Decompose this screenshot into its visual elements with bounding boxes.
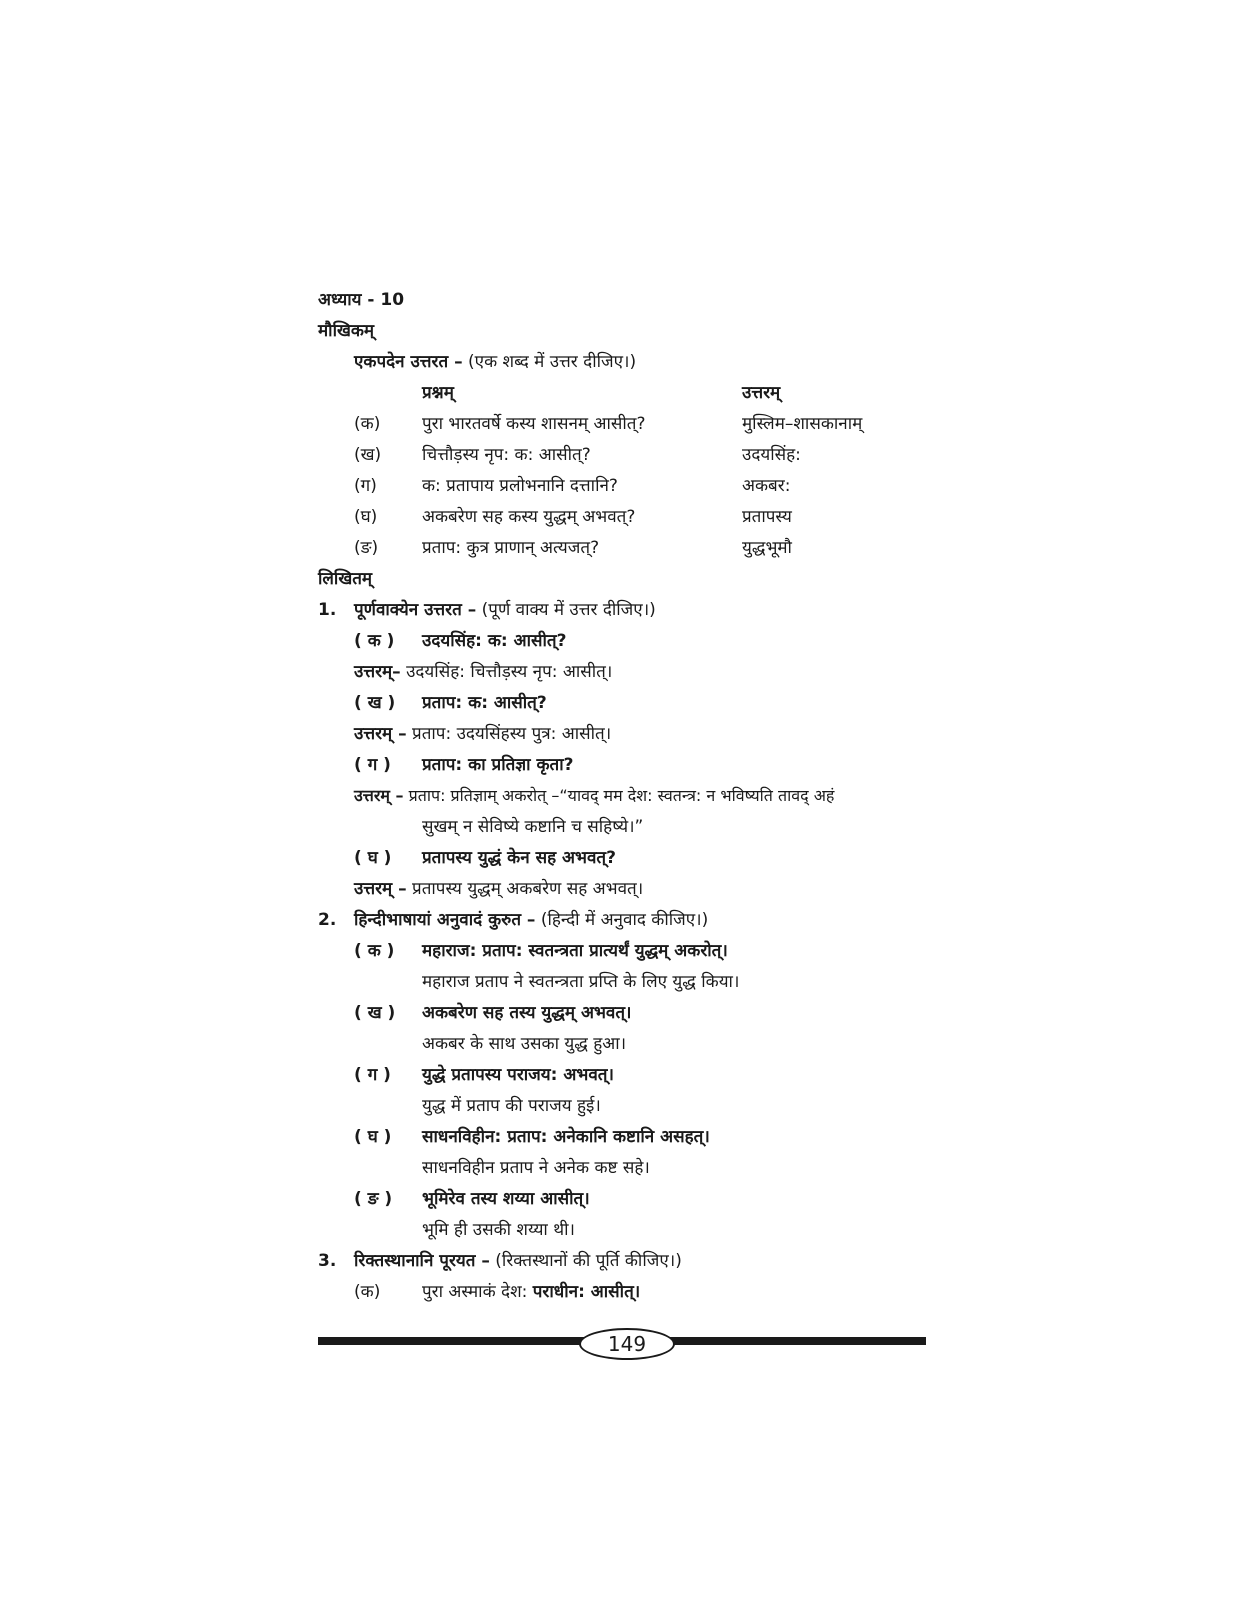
oral-row-answer: मुस्लिम–शासकानाम् — [742, 414, 863, 434]
instruction-note: (हिन्दी में अनुवाद कीजिए।) — [540, 910, 709, 930]
instruction-bold: पूर्णवाक्येन उत्तरत – — [354, 600, 477, 620]
instruction-note: (एक शब्द में उत्तर दीजिए।) — [468, 352, 637, 372]
oral-row-label: (ङ) — [354, 538, 379, 558]
question-label: ( ख ) — [354, 693, 396, 713]
written-heading: लिखितम् — [318, 569, 373, 589]
hindi-translation: अकबर के साथ उसका युद्ध हुआ। — [422, 1034, 627, 1054]
section-number: 2. — [318, 910, 337, 930]
question-text: उदयसिंह: क: आसीत्? — [422, 631, 567, 651]
oral-row-label: (क) — [354, 414, 381, 434]
item-label: ( ख ) — [354, 1003, 396, 1023]
answer-text: प्रताप: उदयसिंहस्य पुत्र: आसीत्। — [412, 724, 612, 744]
question-column-header: प्रश्नम् — [422, 383, 454, 403]
question-label: ( घ ) — [354, 848, 392, 868]
oral-row-label: (ग) — [354, 476, 377, 496]
question-text: प्रताप: का प्रतिज्ञा कृता? — [422, 755, 574, 775]
sanskrit-sentence: साधनविहीन: प्रताप: अनेकानि कष्टानि असहत्। — [422, 1127, 710, 1147]
section-instruction — [354, 908, 708, 932]
section-number: 3. — [318, 1251, 337, 1271]
item-label: (क) — [354, 1282, 381, 1302]
item-label: ( ग ) — [354, 1065, 391, 1085]
oral-row-question: चित्तौड़स्य नृप: क: आसीत्? — [422, 445, 591, 465]
instruction-bold: एकपदेन उत्तरत – — [354, 352, 463, 372]
oral-row-label: (घ) — [354, 507, 378, 527]
answer-text: प्रतापस्य युद्धम् अकबरेण सह अभवत्। — [412, 879, 644, 899]
question-label: ( ग ) — [354, 755, 391, 775]
answer-label: उत्तरम् – — [354, 879, 407, 899]
answer-line — [354, 784, 834, 808]
fill-blank-line — [422, 1280, 640, 1304]
oral-row-question: प्रताप: कुत्र प्राणान् अत्यजत्? — [422, 538, 600, 558]
oral-heading: मौखिकम् — [318, 321, 375, 341]
oral-row-answer: प्रतापस्य — [742, 507, 792, 527]
answer-line — [354, 877, 643, 901]
section-instruction — [354, 1249, 682, 1273]
chapter-heading: अध्याय - 10 — [318, 290, 405, 310]
answer-label: उत्तरम्– — [354, 662, 401, 682]
answer-column-header: उत्तरम् — [742, 383, 781, 403]
answer-text: प्रताप: प्रतिज्ञाम् अकरोत् –“यावद् मम देश: स्वतन्त्र: न भविष्यति तावद् अहं — [408, 786, 835, 805]
sanskrit-sentence: युद्धे प्रतापस्य पराजय: अभवत्। — [422, 1065, 614, 1085]
sanskrit-sentence: भूमिरेव तस्य शय्या आसीत्। — [422, 1189, 590, 1209]
oral-row-answer: अकबर: — [742, 476, 791, 496]
question-label: ( क ) — [354, 631, 395, 651]
section-number: 1. — [318, 600, 337, 620]
answer-line — [354, 660, 612, 684]
section-instruction — [354, 598, 656, 622]
instruction-bold: हिन्दीभाषायां अनुवादं कुरुत – — [354, 910, 536, 930]
item-label: ( ङ ) — [354, 1189, 393, 1209]
page-number: 149 — [579, 1328, 675, 1360]
answer-label: उत्तरम् – — [354, 786, 404, 805]
hindi-translation: महाराज प्रताप ने स्वतन्त्रता प्रप्ति के लिए युद्ध किया। — [422, 972, 740, 992]
answer-label: उत्तरम् – — [354, 724, 407, 744]
oral-row-question: क: प्रतापाय प्रलोभनानि दत्तानि? — [422, 476, 618, 496]
hindi-translation: साधनविहीन प्रताप ने अनेक कष्ट सहे। — [422, 1158, 650, 1178]
item-label: ( घ ) — [354, 1127, 392, 1147]
oral-row-label: (ख) — [354, 445, 382, 465]
fill-blank-answer: पराधीन: आसीत्। — [532, 1282, 641, 1302]
oral-instruction — [354, 350, 636, 374]
item-label: ( क ) — [354, 941, 395, 961]
hindi-translation: युद्ध में प्रताप की पराजय हुई। — [422, 1096, 601, 1116]
sanskrit-sentence: अकबरेण सह तस्य युद्धम् अभवत्। — [422, 1003, 632, 1023]
answer-line — [354, 722, 611, 746]
question-text: प्रतापस्य युद्धं केन सह अभवत्? — [422, 848, 616, 868]
answer-continuation: सुखम् न सेविष्ये कष्टानि च सहिष्ये।” — [422, 817, 644, 837]
fill-blank-text: पुरा अस्माकं देश: — [422, 1282, 528, 1302]
instruction-note: (पूर्ण वाक्य में उत्तर दीजिए।) — [481, 600, 656, 620]
hindi-translation: भूमि ही उसकी शय्या थी। — [422, 1220, 575, 1240]
question-text: प्रताप: क: आसीत्? — [422, 693, 547, 713]
answer-text: उदयसिंह: चित्तौड़स्य नृप: आसीत्। — [406, 662, 613, 682]
instruction-bold: रिक्तस्थानानि पूरयत – — [354, 1251, 490, 1271]
oral-row-question: पुरा भारतवर्षे कस्य शासनम् आसीत्? — [422, 414, 646, 434]
oral-row-question: अकबरेण सह कस्य युद्धम् अभवत्? — [422, 507, 636, 527]
sanskrit-sentence: महाराज: प्रताप: स्वतन्त्रता प्रात्यर्थं युद्धम् अकरोत्। — [422, 941, 728, 961]
oral-row-answer: उदयसिंह: — [742, 445, 801, 465]
instruction-note: (रिक्तस्थानों की पूर्ति कीजिए।) — [495, 1251, 682, 1271]
oral-row-answer: युद्धभूमौ — [742, 538, 792, 558]
